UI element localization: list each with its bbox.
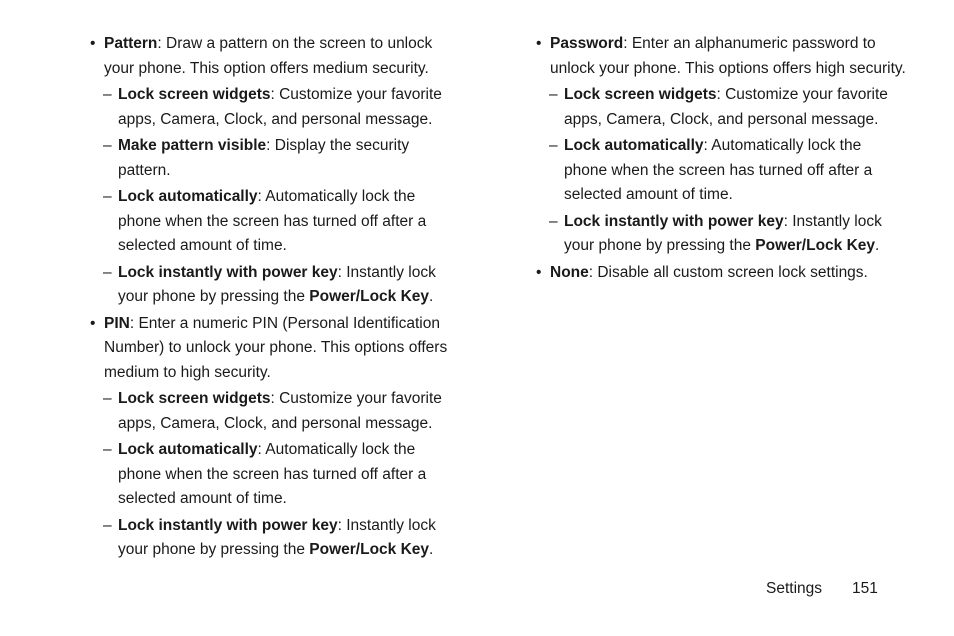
sub-item [90, 438, 460, 512]
sub-term: Lock automatically [118, 188, 258, 205]
page-number: 151 [852, 580, 878, 597]
footer-section-name: Settings [766, 580, 823, 597]
bullet-pattern [90, 32, 460, 81]
sentence-end: . [429, 541, 434, 558]
sub-desc: : Instantly lock your phone by pressing the [118, 263, 436, 305]
sub-desc: : Automatically lock the phone when the screen has turned off after a selected amount of time. [118, 188, 427, 254]
bullet-pin [90, 312, 460, 386]
bullet-marker: • [90, 35, 96, 52]
dash-marker: – [549, 86, 558, 103]
dash-marker: – [103, 516, 112, 534]
sub-item [90, 185, 460, 259]
sub-desc: : Automatically lock the phone when the screen has turned off after a selected amount of time. [118, 441, 427, 507]
sub-item [90, 514, 460, 563]
sub-term: Lock instantly with power key [564, 212, 784, 230]
sub-term: Lock screen widgets [118, 390, 271, 407]
sentence-end: . [429, 288, 434, 305]
sub-term: Make pattern visible [118, 137, 267, 154]
dash-marker: – [103, 137, 112, 154]
sub-item [536, 210, 906, 259]
option-term: None [550, 263, 589, 281]
sub-term: Lock automatically [118, 441, 258, 458]
sub-term: Lock screen widgets [564, 86, 717, 103]
sub-desc: : Customize your favorite apps, Camera, Clock, and personal message. [564, 86, 888, 128]
dash-marker: – [103, 86, 112, 103]
sub-item [536, 83, 906, 132]
sub-desc: : Display the security pattern. [118, 137, 410, 179]
dash-marker: – [103, 263, 112, 281]
sub-item [536, 134, 906, 208]
dash-marker: – [549, 212, 558, 230]
sub-term: Lock instantly with power key [118, 516, 338, 534]
bullet-marker: • [536, 35, 542, 52]
bullet-none [536, 261, 906, 286]
option-term: PIN [104, 314, 130, 332]
sentence-end: . [875, 237, 880, 254]
sub-desc: : Customize your favorite apps, Camera, Clock, and personal message. [118, 390, 442, 432]
key-name: Power/Lock Key [309, 541, 430, 558]
bullet-marker: • [536, 263, 542, 281]
right-column [536, 32, 906, 287]
page-footer [766, 577, 878, 601]
dash-marker: – [549, 137, 558, 154]
option-desc: : Enter a numeric PIN (Personal Identification Number) to unlock your phone. This options offers medium to high security. [104, 314, 448, 381]
sub-term: Lock automatically [564, 137, 704, 154]
option-term: Pattern [104, 35, 158, 52]
left-column [90, 32, 460, 565]
dash-marker: – [103, 441, 112, 458]
option-term: Password [550, 35, 624, 52]
bullet-password [536, 32, 906, 81]
sub-term: Lock screen widgets [118, 86, 271, 103]
sub-item [90, 387, 460, 436]
dash-marker: – [103, 390, 112, 407]
sub-item [90, 261, 460, 310]
key-name: Power/Lock Key [309, 288, 430, 305]
sub-item [90, 83, 460, 132]
sub-desc: : Automatically lock the phone when the screen has turned off after a selected amount of time. [564, 137, 873, 203]
bullet-marker: • [90, 314, 96, 332]
sub-desc: : Instantly lock your phone by pressing the [564, 212, 882, 254]
dash-marker: – [103, 188, 112, 205]
sub-desc: : Customize your favorite apps, Camera, Clock, and personal message. [118, 86, 442, 128]
sub-desc: : Instantly lock your phone by pressing the [118, 516, 436, 558]
option-desc: : Disable all custom screen lock settings. [588, 263, 868, 281]
sub-term: Lock instantly with power key [118, 263, 338, 281]
sub-item [90, 134, 460, 183]
option-desc: : Enter an alphanumeric password to unlock your phone. This options offers high security. [550, 35, 906, 77]
option-desc: : Draw a pattern on the screen to unlock your phone. This option offers medium security. [104, 35, 433, 77]
key-name: Power/Lock Key [755, 237, 876, 254]
